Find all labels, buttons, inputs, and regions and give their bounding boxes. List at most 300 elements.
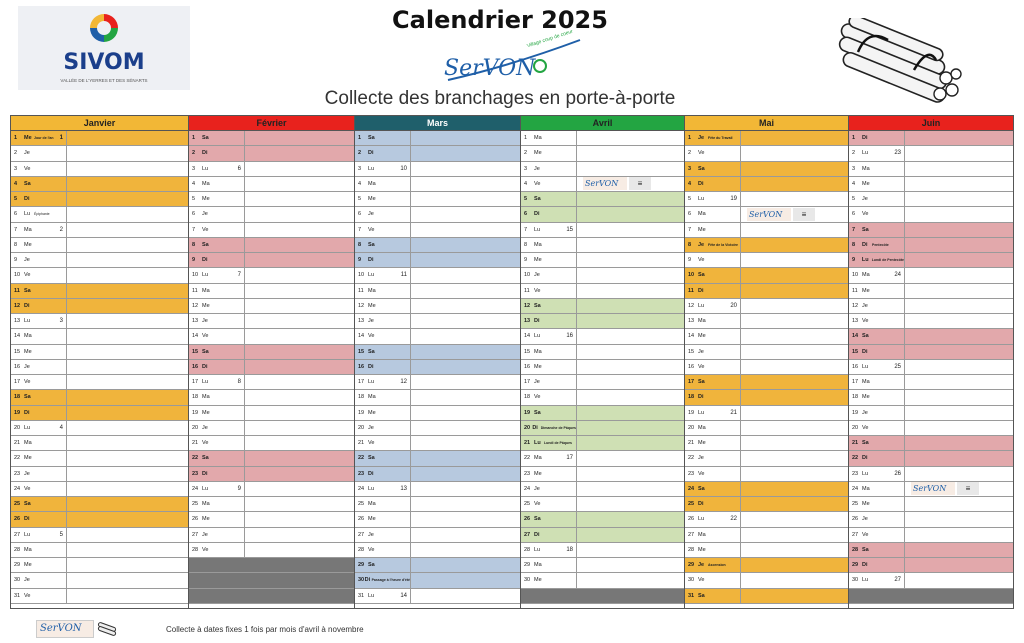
day-of-week: Je — [202, 211, 208, 218]
day-note-cell — [905, 329, 1013, 343]
day-label-cell — [189, 146, 245, 160]
day-number: 18 — [524, 394, 531, 401]
week-number: 1 — [59, 135, 63, 142]
day-row — [685, 589, 848, 604]
day-row — [685, 177, 848, 192]
page-subtitle: Collecte des branchages en porte-à-porte — [324, 88, 676, 109]
day-of-week: Ve — [202, 333, 209, 340]
day-number: 25 — [358, 501, 365, 508]
day-note-cell — [577, 528, 684, 542]
day-of-week: Ve — [368, 333, 375, 340]
day-of-week: Ve — [368, 226, 375, 233]
day-label-cell — [11, 192, 67, 206]
day-label-cell — [189, 238, 245, 252]
day-number: 8 — [358, 241, 362, 248]
week-number: 25 — [894, 363, 901, 370]
day-note-cell — [577, 573, 684, 587]
day-number: 25 — [688, 501, 695, 508]
legend-branch-icon — [96, 620, 120, 638]
day-row — [521, 299, 684, 314]
day-number: 21 — [358, 440, 365, 447]
day-number: 9 — [852, 257, 856, 264]
day-of-week: Lu — [862, 470, 869, 477]
day-of-week: Me — [202, 409, 210, 416]
day-label-cell — [521, 329, 577, 343]
day-note-cell — [577, 512, 684, 526]
empty-day — [189, 589, 354, 604]
day-number: 5 — [14, 196, 18, 203]
day-number: 9 — [358, 257, 362, 264]
day-row — [189, 360, 354, 375]
day-of-week: Me — [698, 440, 706, 447]
day-of-week: Me — [534, 257, 542, 264]
day-label-cell — [189, 192, 245, 206]
day-number: 8 — [688, 241, 692, 248]
day-number: 30 — [688, 577, 695, 584]
day-note-cell — [411, 314, 520, 328]
day-note-cell — [245, 375, 354, 389]
day-label-cell — [355, 451, 411, 465]
week-number: 10 — [400, 165, 407, 172]
day-row — [355, 238, 520, 253]
day-number: 29 — [358, 562, 365, 569]
day-of-week: Ma — [698, 531, 706, 538]
day-row — [685, 192, 848, 207]
day-note-cell — [245, 162, 354, 176]
page-title: Calendrier 2025 — [392, 6, 608, 34]
day-note-cell — [905, 223, 1013, 237]
day-number: 16 — [192, 363, 199, 370]
day-label-cell — [189, 131, 245, 145]
day-note-cell — [741, 528, 848, 542]
day-label-cell — [189, 345, 245, 359]
day-label-cell — [11, 146, 67, 160]
day-label-cell — [849, 192, 905, 206]
day-note-cell — [741, 177, 848, 191]
day-label-cell — [11, 543, 67, 557]
day-label-cell — [189, 360, 245, 374]
day-note-cell — [905, 390, 1013, 404]
holiday-label: Lundi de Pentecôte — [871, 258, 904, 263]
day-label-cell — [11, 451, 67, 465]
day-note-cell — [741, 543, 848, 557]
day-note-cell — [411, 467, 520, 481]
day-note-cell — [577, 558, 684, 572]
day-row — [189, 223, 354, 238]
day-number: 12 — [192, 302, 199, 309]
day-label-cell — [355, 512, 411, 526]
day-of-week: Ve — [534, 394, 541, 401]
day-row — [11, 467, 188, 482]
day-note-cell — [577, 390, 684, 404]
day-row — [521, 207, 684, 222]
day-number: 4 — [524, 180, 528, 187]
day-number: 29 — [688, 562, 695, 569]
day-number: 11 — [358, 287, 364, 294]
day-number: 8 — [524, 241, 528, 248]
day-note-cell — [577, 207, 684, 221]
day-label-cell — [189, 406, 245, 420]
day-row — [11, 573, 188, 588]
day-note-cell — [905, 299, 1013, 313]
day-number: 24 — [14, 485, 21, 492]
day-label-cell — [521, 390, 577, 404]
day-label-cell — [521, 482, 577, 496]
day-note-cell — [741, 512, 848, 526]
day-note-cell — [577, 299, 684, 313]
day-note-cell — [67, 253, 188, 267]
day-row — [355, 406, 520, 421]
day-of-week: Me — [202, 196, 210, 203]
day-row — [189, 253, 354, 268]
day-label-cell — [849, 451, 905, 465]
sivom-tagline: VALLÉE DE L'YERRES ET DES SÉNARTS — [60, 78, 148, 83]
legend-logo-text: SerVON — [36, 620, 94, 638]
day-row — [849, 268, 1013, 283]
day-number: 4 — [358, 180, 362, 187]
day-row — [189, 314, 354, 329]
day-number: 6 — [688, 211, 692, 218]
day-number: 21 — [524, 440, 531, 447]
day-number: 24 — [524, 485, 531, 492]
day-of-week: Je — [698, 455, 704, 462]
day-label-cell — [355, 543, 411, 557]
day-number: 29 — [524, 562, 531, 569]
sivom-logo — [18, 6, 190, 90]
day-note-cell — [905, 528, 1013, 542]
day-row — [355, 146, 520, 161]
day-of-week: Me — [698, 226, 706, 233]
day-label-cell — [685, 192, 741, 206]
day-of-week: Lu — [698, 302, 705, 309]
day-number: 18 — [852, 394, 859, 401]
day-label-cell — [685, 207, 741, 221]
calendar-grid — [10, 115, 1014, 609]
day-row — [849, 390, 1013, 405]
day-label-cell — [521, 436, 577, 450]
day-note-cell — [741, 558, 848, 572]
day-of-week: Di — [698, 394, 704, 401]
day-row — [849, 223, 1013, 238]
day-label-cell — [11, 375, 67, 389]
day-note-cell — [741, 162, 848, 176]
day-number: 4 — [852, 180, 856, 187]
day-label-cell — [521, 268, 577, 282]
day-note-cell — [741, 573, 848, 587]
day-number: 14 — [14, 333, 21, 340]
day-label-cell — [849, 314, 905, 328]
day-row — [355, 177, 520, 192]
day-label-cell — [355, 299, 411, 313]
day-label-cell — [11, 512, 67, 526]
day-note-cell — [67, 192, 188, 206]
day-note-cell — [577, 177, 684, 191]
day-row — [849, 421, 1013, 436]
day-of-week: Ma — [368, 501, 376, 508]
day-row — [189, 467, 354, 482]
day-row — [355, 543, 520, 558]
day-number: 19 — [192, 409, 199, 416]
day-number: 28 — [192, 546, 199, 553]
day-row — [685, 162, 848, 177]
day-of-week: Lu — [862, 577, 869, 584]
day-note-cell — [905, 558, 1013, 572]
day-number: 5 — [852, 196, 856, 203]
day-note-cell — [905, 406, 1013, 420]
day-number: 22 — [524, 455, 531, 462]
day-label-cell — [355, 390, 411, 404]
day-label-cell — [11, 421, 67, 435]
day-number: 1 — [14, 135, 18, 142]
day-label-cell — [849, 558, 905, 572]
day-row — [189, 451, 354, 466]
day-label-cell — [685, 451, 741, 465]
day-note-cell — [67, 162, 188, 176]
day-of-week: Ma — [862, 165, 870, 172]
day-of-week: Ma — [862, 379, 870, 386]
day-label-cell — [685, 284, 741, 298]
day-row — [849, 238, 1013, 253]
week-number: 20 — [730, 302, 737, 309]
day-of-week: Ma — [24, 440, 32, 447]
day-row — [849, 497, 1013, 512]
day-number: 13 — [358, 318, 365, 325]
holiday-label: Jour de l'an — [34, 136, 54, 141]
day-of-week: Di — [862, 241, 868, 248]
day-label-cell — [11, 360, 67, 374]
week-number: 19 — [730, 196, 737, 203]
day-of-week: Di — [862, 562, 868, 569]
day-row — [521, 223, 684, 238]
day-row — [521, 146, 684, 161]
day-of-week: Sa — [368, 348, 375, 355]
day-label-cell — [849, 360, 905, 374]
day-label-cell — [521, 253, 577, 267]
day-note-cell — [411, 146, 520, 160]
day-note-cell — [67, 177, 188, 191]
day-of-week: Je — [368, 318, 374, 325]
day-note-cell — [411, 223, 520, 237]
day-number: 12 — [524, 302, 531, 309]
day-row — [521, 390, 684, 405]
day-number: 18 — [358, 394, 365, 401]
day-of-week: Ve — [534, 180, 541, 187]
month-header: Avril — [521, 116, 684, 131]
day-of-week: Je — [202, 424, 208, 431]
day-note-cell — [905, 451, 1013, 465]
day-label-cell — [685, 177, 741, 191]
day-of-week: Ve — [24, 379, 31, 386]
day-row — [521, 451, 684, 466]
day-label-cell — [11, 207, 67, 221]
day-number: 1 — [688, 135, 692, 142]
day-row — [189, 528, 354, 543]
day-row — [355, 268, 520, 283]
day-number: 23 — [688, 470, 695, 477]
day-note-cell — [577, 360, 684, 374]
day-label-cell — [11, 528, 67, 542]
day-number: 22 — [192, 455, 199, 462]
day-note-cell — [245, 192, 354, 206]
day-row — [189, 497, 354, 512]
day-note-cell — [741, 329, 848, 343]
day-of-week: Me — [698, 546, 706, 553]
day-note-cell — [741, 436, 848, 450]
day-note-cell — [905, 146, 1013, 160]
day-note-cell — [245, 329, 354, 343]
day-number: 2 — [192, 150, 196, 157]
day-number: 26 — [358, 516, 365, 523]
day-row — [685, 238, 848, 253]
day-label-cell — [355, 131, 411, 145]
day-of-week: Ma — [24, 333, 32, 340]
day-note-cell — [905, 421, 1013, 435]
day-note-cell — [245, 238, 354, 252]
day-row — [849, 467, 1013, 482]
day-note-cell — [411, 390, 520, 404]
day-label-cell — [685, 238, 741, 252]
day-row — [11, 345, 188, 360]
day-of-week: Ve — [862, 211, 869, 218]
day-number: 10 — [688, 272, 695, 279]
day-label-cell — [521, 528, 577, 542]
day-note-cell — [411, 482, 520, 496]
day-note-cell — [577, 268, 684, 282]
day-of-week: Je — [862, 409, 868, 416]
day-row — [521, 543, 684, 558]
day-note-cell — [411, 360, 520, 374]
day-note-cell — [905, 436, 1013, 450]
day-note-cell — [741, 467, 848, 481]
day-row — [355, 223, 520, 238]
day-row — [355, 345, 520, 360]
day-number: 7 — [524, 226, 528, 233]
collection-branch-icon: ≡ — [793, 208, 815, 221]
day-number: 3 — [358, 165, 362, 172]
day-of-week: Lu — [24, 531, 31, 538]
day-of-week: Lu — [368, 592, 375, 599]
day-of-week: Lu — [698, 516, 705, 523]
day-number: 9 — [192, 257, 196, 264]
day-number: 20 — [524, 424, 531, 431]
day-number: 27 — [524, 531, 531, 538]
day-of-week: Di — [24, 302, 30, 309]
day-note-cell — [411, 543, 520, 557]
day-label-cell — [685, 268, 741, 282]
day-row — [189, 238, 354, 253]
day-note-cell — [577, 345, 684, 359]
day-of-week: Me — [24, 135, 32, 142]
day-row — [685, 360, 848, 375]
day-row — [685, 284, 848, 299]
day-label-cell — [11, 558, 67, 572]
day-note-cell — [905, 131, 1013, 145]
day-note-cell — [577, 192, 684, 206]
day-note-cell — [741, 406, 848, 420]
day-of-week: Ve — [24, 272, 31, 279]
day-row — [355, 558, 520, 573]
day-number: 26 — [688, 516, 695, 523]
day-note-cell — [741, 192, 848, 206]
day-note-cell — [245, 406, 354, 420]
day-note-cell — [245, 345, 354, 359]
day-of-week: Sa — [698, 272, 705, 279]
day-of-week: Sa — [24, 287, 31, 294]
day-number: 21 — [688, 440, 695, 447]
day-number: 7 — [192, 226, 196, 233]
day-number: 27 — [192, 531, 199, 538]
day-note-cell — [411, 558, 520, 572]
day-note-cell — [67, 268, 188, 282]
day-label-cell — [11, 467, 67, 481]
day-row — [521, 192, 684, 207]
day-number: 10 — [852, 272, 859, 279]
day-label-cell — [521, 223, 577, 237]
day-row — [189, 512, 354, 527]
day-row — [685, 223, 848, 238]
day-number: 24 — [358, 485, 365, 492]
day-label-cell — [685, 390, 741, 404]
day-row — [11, 314, 188, 329]
day-note-cell — [67, 207, 188, 221]
day-number: 18 — [192, 394, 199, 401]
day-row — [355, 299, 520, 314]
day-number: 17 — [358, 379, 365, 386]
day-of-week: Je — [24, 257, 30, 264]
day-row — [685, 375, 848, 390]
day-note-cell — [67, 375, 188, 389]
day-row — [685, 131, 848, 146]
day-label-cell — [849, 299, 905, 313]
week-number: 26 — [894, 470, 901, 477]
day-number: 24 — [192, 485, 199, 492]
day-row — [685, 497, 848, 512]
week-number: 5 — [59, 531, 63, 538]
day-note-cell — [741, 421, 848, 435]
week-number: 27 — [894, 577, 901, 584]
day-label-cell — [849, 177, 905, 191]
holiday-label: Ascension — [708, 563, 726, 568]
day-label-cell — [189, 451, 245, 465]
day-row — [521, 345, 684, 360]
day-note-cell — [577, 223, 684, 237]
day-number: 31 — [358, 592, 365, 599]
day-of-week: Sa — [862, 226, 869, 233]
day-row — [11, 512, 188, 527]
day-row — [521, 512, 684, 527]
day-label-cell — [355, 421, 411, 435]
day-number: 21 — [192, 440, 199, 447]
day-of-week: Lu — [861, 257, 869, 264]
day-label-cell — [355, 528, 411, 542]
day-of-week: Me — [534, 577, 542, 584]
day-number: 2 — [524, 150, 528, 157]
day-row — [11, 482, 188, 497]
day-number: 8 — [14, 241, 18, 248]
day-label-cell — [685, 299, 741, 313]
day-row — [355, 421, 520, 436]
day-row — [11, 207, 188, 222]
day-note-cell — [577, 131, 684, 145]
day-of-week: Lu — [202, 485, 209, 492]
day-of-week: Ma — [534, 241, 542, 248]
day-row — [11, 390, 188, 405]
day-number: 13 — [192, 318, 199, 325]
day-of-week: Sa — [368, 241, 375, 248]
day-row — [849, 177, 1013, 192]
day-number: 9 — [14, 257, 18, 264]
day-of-week: Di — [368, 257, 374, 264]
